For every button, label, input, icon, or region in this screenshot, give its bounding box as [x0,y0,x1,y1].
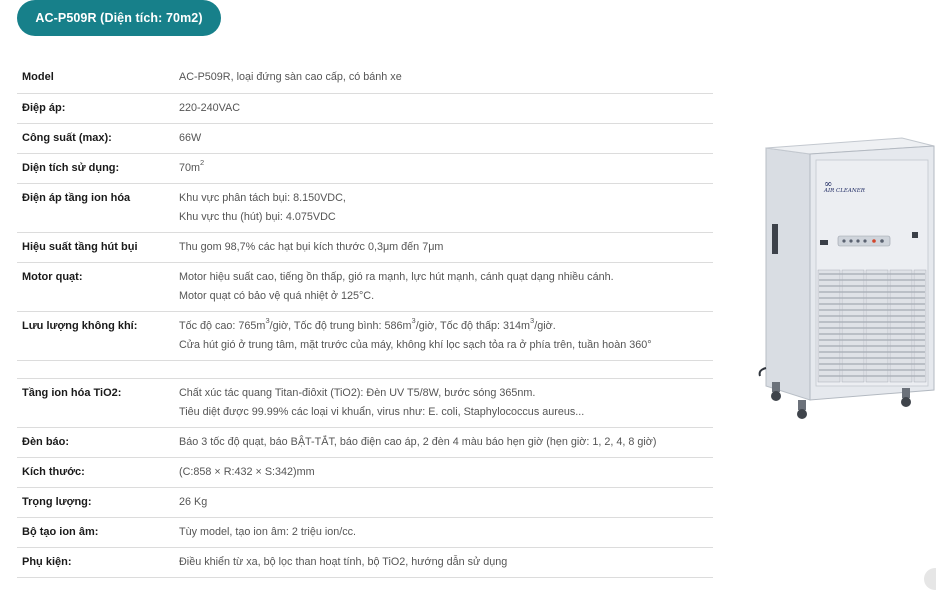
spec-value: Điều khiển từ xa, bộ lọc than hoạt tính, bộ TiO2, hướng dẫn sử dụng [179,555,508,568]
table-row [17,153,713,183]
spec-table [17,63,713,578]
table-row [17,311,713,360]
table-row [17,547,713,577]
spec-value: Khu vực phân tách bụi: 8.150VDC, Khu vực thu (hút) bụi: 4.075VDC [179,191,346,223]
logo-text: AIR CLEANER [824,188,865,194]
table-row [17,123,713,153]
model-tab[interactable]: AC-P509R (Diện tích: 70m2) [17,0,221,36]
table-row [17,457,713,487]
table-row [17,262,713,311]
table-row [17,183,713,232]
table-row [17,93,713,123]
spec-label: Bộ tạo ion âm: [22,525,99,538]
spec-label: Kích thước: [22,465,85,478]
spec-value: (C:858 × R:432 × S:342)mm [179,465,315,478]
spec-value: Thu gom 98,7% các hạt bụi kích thước 0,3μm đến 7μm [179,240,444,253]
spec-label: Hiệu suất tầng hút bụi [22,240,138,253]
spec-label: Model [22,71,54,83]
spec-value: Báo 3 tốc độ quạt, báo BẬT-TẮT, báo điện cao áp, 2 đèn 4 màu báo hẹn giờ (hẹn giờ: 1, 2, 4, 8 giờ) [179,435,657,448]
spec-value: Tùy model, tạo ion âm: 2 triệu ion/cc. [179,525,357,538]
spec-value: 66W [179,131,202,144]
table-row [17,487,713,517]
table-row [17,63,713,93]
table-row [17,427,713,457]
spec-label: Motor quạt: [22,270,83,283]
spec-value: Chất xúc tác quang Titan-điôxit (TiO2): Đèn UV T5/8W, bước sóng 365nm. Tiêu diệt được 99.99% các loại vi khuẩn, virus như: E. coli, Staphylococcus aureus... [179,386,585,418]
spec-label: Điệp áp: [22,101,66,114]
spec-value: 26 Kg [179,495,208,508]
spec-value: 220-240VAC [179,101,241,114]
spec-value: Tốc độ cao: $765m^3$/giờ, Tốc độ trung bình: $586m^3$/giờ, Tốc độ thấp: $314m^3$/giờ. Cửa hút gió ở trung tâm, mặt trước của máy, không khí lọc sạch tỏa ra ở phía trên, tuần hoàn 360° [179,315,652,351]
air-purifier-image [752,132,936,427]
spec-label: Lưu lượng không khí: [22,319,138,332]
spec-label: Phụ kiện: [22,555,72,568]
spec-label: Tầng ion hóa TiO2: [22,386,122,399]
table-row [17,378,713,427]
table-row-spacer [17,360,713,378]
spec-value: Motor hiệu suất cao, tiếng ồn thấp, gió ra mạnh, lực hút mạnh, cánh quạt dạng nhiều cánh. Motor quạt có bảo vệ quá nhiệt ở 125°C. [179,270,614,302]
corner-decoration [924,568,936,590]
spec-value: $70m^2$ [179,157,205,174]
table-row [17,232,713,262]
spec-label: Trọng lượng: [22,495,92,508]
spec-label: Đèn báo: [22,435,70,448]
spec-label: Điện áp tầng ion hóa [22,191,131,204]
table-row [17,517,713,547]
spec-value: AC-P509R, loại đứng sàn cao cấp, có bánh xe [179,71,402,83]
spec-label: Công suất (max): [22,131,112,144]
spec-label: Diện tích sử dụng: [22,161,120,174]
vent-grille [818,270,926,382]
logo-mark: ∞ [824,179,833,190]
